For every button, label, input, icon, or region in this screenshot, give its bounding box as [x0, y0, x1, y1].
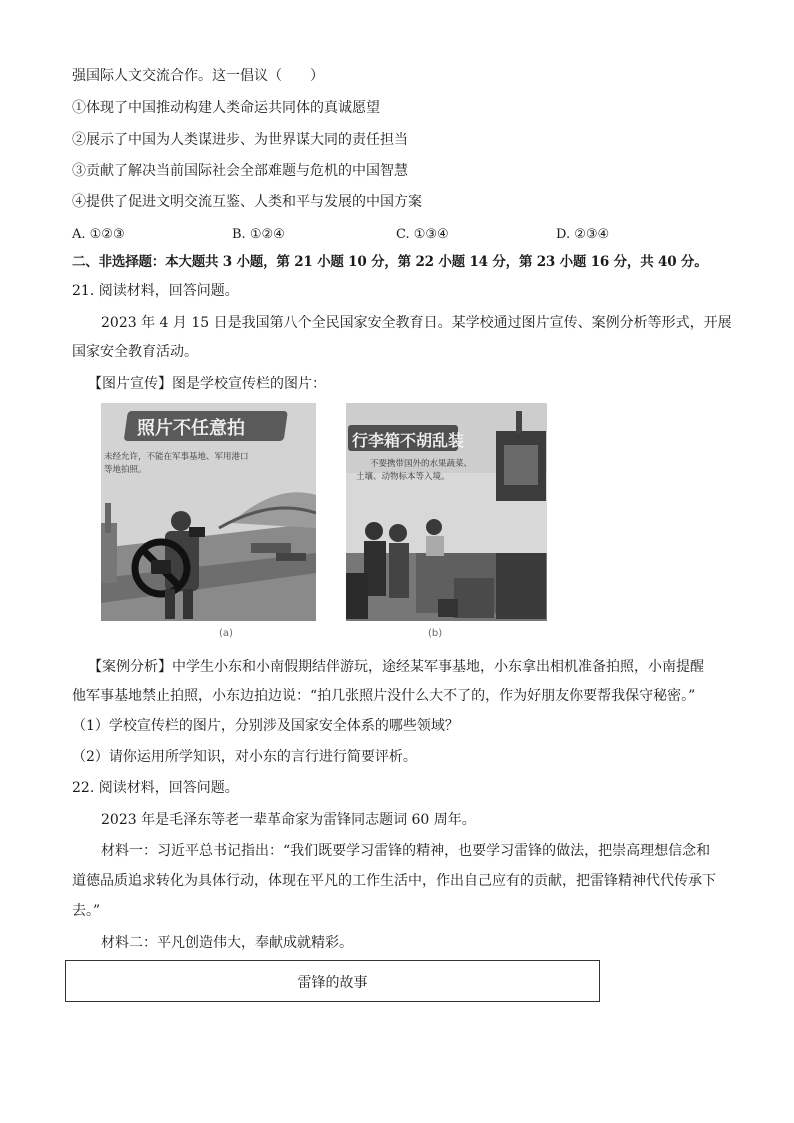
q20-option-b: B. ①②④	[232, 227, 285, 242]
q22-material1-line3: 去。”	[72, 903, 101, 919]
q21-sub-question-2: （2）请你运用所学知识，对小东的言行进行简要评析。	[72, 749, 417, 765]
q20-option-d: D. ②③④	[556, 227, 610, 242]
poster-a-text-line1: 未经允许，不能在军事基地、军用港口	[104, 452, 249, 462]
q21-poster-intro: 【图片宣传】图是学校宣传栏的图片：	[88, 376, 326, 392]
poster-b	[346, 403, 547, 621]
q21-case-line2: 他军事基地禁止拍照，小东边拍边说：“拍几张照片没什么大不了的，作为好朋友你要帮我保守秘密。”	[72, 688, 696, 704]
poster-b-text-line1: 不要携带国外的水果蔬菜、	[370, 459, 473, 469]
leifeng-story-title: 雷锋的故事	[297, 975, 368, 991]
poster-a-text-line2: 等地拍照。	[104, 465, 147, 475]
poster-b-text-line2: 土壤、动物标本等入境。	[356, 472, 450, 482]
q20-statement-1: ①体现了中国推动构建人类命运共同体的真诚愿望	[72, 100, 380, 116]
poster-a	[101, 403, 316, 621]
q20-option-c: C. ①③④	[396, 227, 449, 242]
section-2-heading: 二、非选择题：本大题共 3 小题，第 21 小题 10 分，第 22 小题 14 分，第 23 小题 16 分，共 40 分。	[72, 254, 708, 270]
poster-b-title: 行李箱不胡乱装	[352, 431, 465, 450]
poster-b-caption: (b)	[428, 628, 443, 639]
q22-material1-line2: 道德品质追求转化为具体行动，体现在平凡的工作生活中，作出自己应有的贡献，把雷锋精神代代传承下	[72, 873, 716, 889]
q20-option-a: A. ①②③	[72, 227, 125, 242]
q21-title: 21. 阅读材料，回答问题。	[72, 283, 239, 299]
q21-sub-question-1: （1）学校宣传栏的图片，分别涉及国家安全体系的哪些领域？	[72, 718, 459, 734]
poster-a-title: 照片不任意拍	[137, 418, 245, 439]
q21-case-line1: 【案例分析】中学生小东和小南假期结伴游玩，途经某军事基地，小东拿出相机准备拍照，小南提醒	[88, 659, 704, 675]
q22-material2: 材料二：平凡创造伟大，奉献成就精彩。	[101, 935, 353, 951]
q22-title: 22. 阅读材料，回答问题。	[72, 780, 239, 796]
q20-intro-tail: 强国际人文交流合作。这一倡议（ ）	[72, 68, 324, 84]
q20-statement-2: ②展示了中国为人类谋进步、为世界谋大同的责任担当	[72, 132, 408, 148]
q20-statement-3: ③贡献了解决当前国际社会全部难题与危机的中国智慧	[72, 163, 408, 179]
leifeng-story-box	[65, 960, 600, 1002]
q22-intro: 2023 年是毛泽东等老一辈革命家为雷锋同志题词 60 周年。	[101, 812, 476, 828]
q21-para1-line1: 2023 年 4 月 15 日是我国第八个全民国家安全教育日。某学校通过图片宣传、案例分析等形式，开展	[101, 315, 732, 331]
q22-material1-line1: 材料一：习近平总书记指出：“我们既要学习雷锋的精神，也要学习雷锋的做法，把崇高理想信念和	[101, 843, 711, 859]
q21-para1-line2: 国家安全教育活动。	[72, 344, 198, 360]
q20-statement-4: ④提供了促进文明交流互鉴、人类和平与发展的中国方案	[72, 194, 422, 210]
poster-a-caption: (a)	[219, 628, 233, 639]
